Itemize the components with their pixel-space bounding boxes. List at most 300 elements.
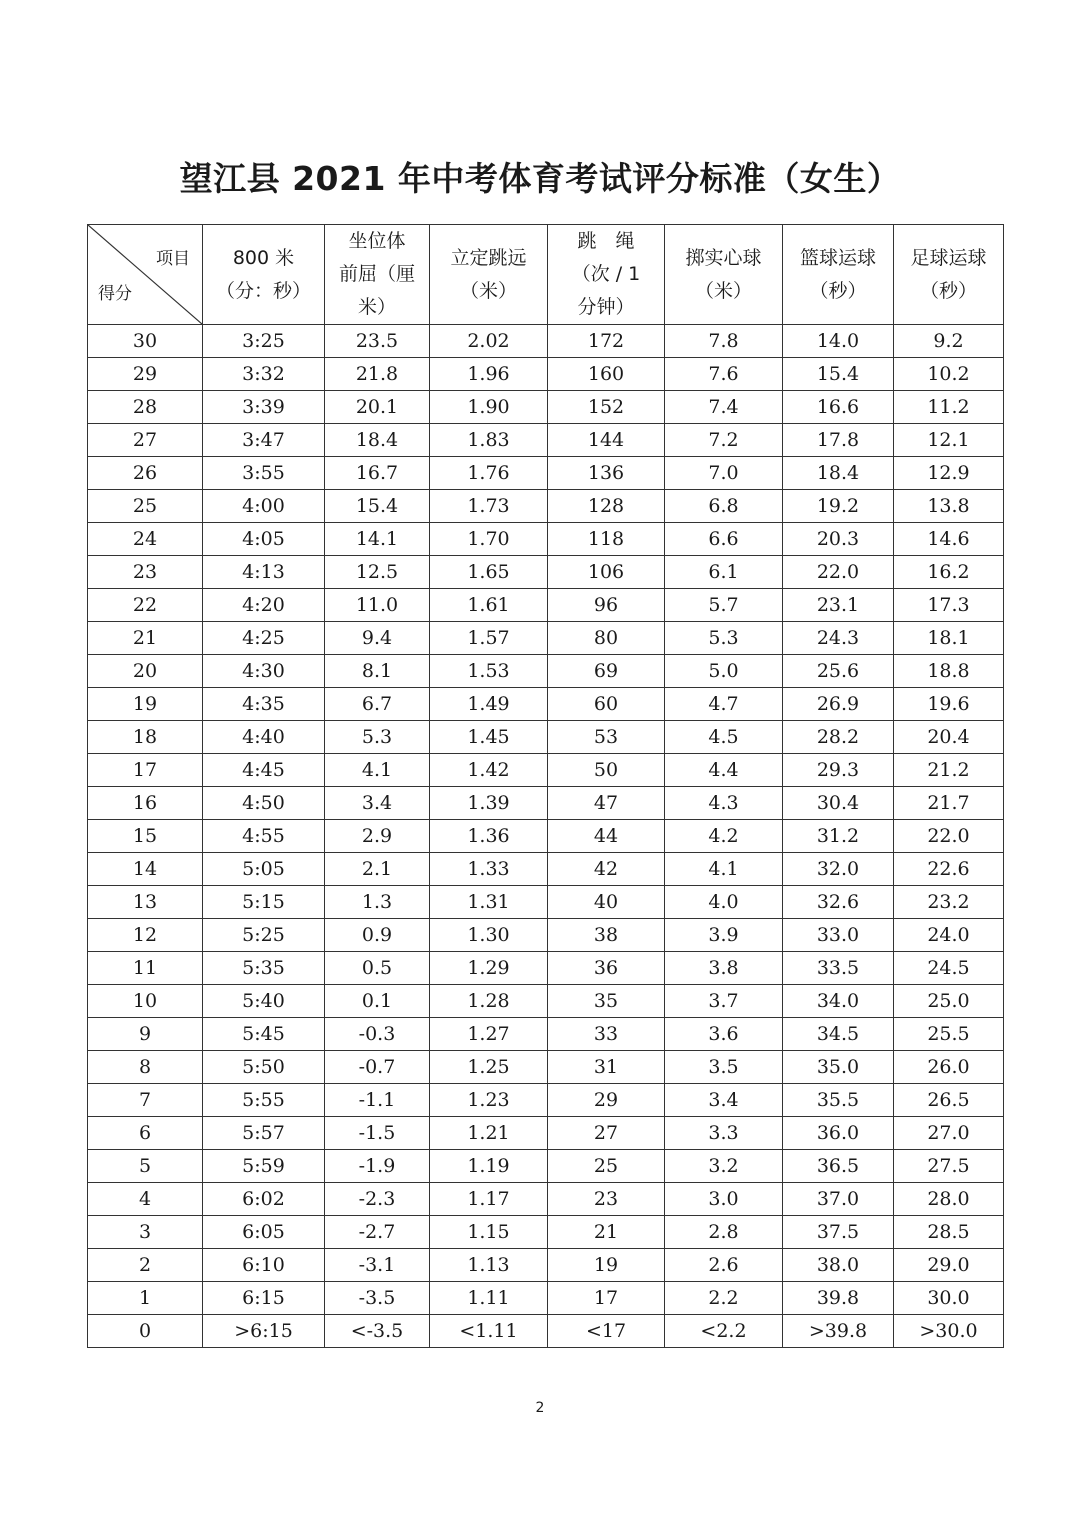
cell-basketball: 29.3 <box>783 754 894 787</box>
cell-football: 12.9 <box>894 457 1004 490</box>
cell-long-jump: 1.11 <box>430 1282 548 1315</box>
cell-sit-and-reach: 2.9 <box>325 820 430 853</box>
cell-long-jump: 1.23 <box>430 1084 548 1117</box>
cell-long-jump: 1.96 <box>430 358 548 391</box>
cell-medicine-ball: 6.6 <box>665 523 783 556</box>
scoring-table <box>87 224 1004 1348</box>
cell-sit-and-reach: -3.5 <box>325 1282 430 1315</box>
cell-sit-and-reach: 16.7 <box>325 457 430 490</box>
cell-sit-and-reach: 2.1 <box>325 853 430 886</box>
cell-rope-skipping: 44 <box>548 820 665 853</box>
cell-sit-and-reach: 1.3 <box>325 886 430 919</box>
cell-800m: 5:40 <box>203 985 325 1018</box>
cell-football: 19.6 <box>894 688 1004 721</box>
header-line: （次 / 1 <box>571 263 641 285</box>
header-line: （米） <box>459 279 517 302</box>
cell-sit-and-reach: <-3.5 <box>325 1315 430 1348</box>
cell-long-jump: 1.39 <box>430 787 548 820</box>
cell-score: 8 <box>88 1051 203 1084</box>
cell-rope-skipping: 96 <box>548 589 665 622</box>
cell-long-jump: 1.31 <box>430 886 548 919</box>
table-row <box>88 1315 1004 1348</box>
cell-basketball: 34.0 <box>783 985 894 1018</box>
cell-football: 17.3 <box>894 589 1004 622</box>
cell-score: 26 <box>88 457 203 490</box>
cell-score: 4 <box>88 1183 203 1216</box>
table-row <box>88 1150 1004 1183</box>
cell-800m: 5:57 <box>203 1117 325 1150</box>
cell-medicine-ball: 4.2 <box>665 820 783 853</box>
cell-800m: 4:13 <box>203 556 325 589</box>
cell-sit-and-reach: -1.1 <box>325 1084 430 1117</box>
cell-sit-and-reach: -0.3 <box>325 1018 430 1051</box>
header-line: 米） <box>357 296 396 318</box>
cell-800m: 6:15 <box>203 1282 325 1315</box>
cell-score: 28 <box>88 391 203 424</box>
cell-medicine-ball: 7.0 <box>665 457 783 490</box>
cell-football: >30.0 <box>894 1315 1004 1348</box>
cell-medicine-ball: 2.6 <box>665 1249 783 1282</box>
cell-800m: 3:25 <box>203 325 325 358</box>
cell-sit-and-reach: 4.1 <box>325 754 430 787</box>
cell-800m: 5:05 <box>203 853 325 886</box>
cell-football: 30.0 <box>894 1282 1004 1315</box>
table-row <box>88 622 1004 655</box>
cell-medicine-ball: <2.2 <box>665 1315 783 1348</box>
cell-basketball: 18.4 <box>783 457 894 490</box>
header-line: 分钟） <box>577 296 635 318</box>
cell-800m: 6:02 <box>203 1183 325 1216</box>
cell-long-jump: <1.11 <box>430 1315 548 1348</box>
cell-800m: 4:40 <box>203 721 325 754</box>
header-football-dribble <box>894 225 1004 325</box>
cell-basketball: 32.0 <box>783 853 894 886</box>
cell-sit-and-reach: -1.5 <box>325 1117 430 1150</box>
header-sit-and-reach <box>325 225 430 325</box>
cell-football: 29.0 <box>894 1249 1004 1282</box>
cell-score: 16 <box>88 787 203 820</box>
table-row <box>88 688 1004 721</box>
table-row <box>88 853 1004 886</box>
cell-basketball: 31.2 <box>783 820 894 853</box>
cell-medicine-ball: 3.9 <box>665 919 783 952</box>
cell-800m: 4:35 <box>203 688 325 721</box>
cell-medicine-ball: 2.8 <box>665 1216 783 1249</box>
cell-long-jump: 1.15 <box>430 1216 548 1249</box>
cell-medicine-ball: 7.2 <box>665 424 783 457</box>
cell-basketball: 23.1 <box>783 589 894 622</box>
table-row <box>88 391 1004 424</box>
cell-rope-skipping: 47 <box>548 787 665 820</box>
cell-rope-skipping: 25 <box>548 1150 665 1183</box>
cell-800m: 5:25 <box>203 919 325 952</box>
cell-basketball: 28.2 <box>783 721 894 754</box>
cell-rope-skipping: 40 <box>548 886 665 919</box>
cell-sit-and-reach: 5.3 <box>325 721 430 754</box>
cell-long-jump: 1.28 <box>430 985 548 1018</box>
cell-long-jump: 1.57 <box>430 622 548 655</box>
cell-rope-skipping: 19 <box>548 1249 665 1282</box>
cell-medicine-ball: 7.6 <box>665 358 783 391</box>
table-header-row <box>88 225 1004 325</box>
cell-basketball: 35.0 <box>783 1051 894 1084</box>
cell-rope-skipping: 21 <box>548 1216 665 1249</box>
cell-football: 9.2 <box>894 325 1004 358</box>
cell-football: 10.2 <box>894 358 1004 391</box>
cell-score: 29 <box>88 358 203 391</box>
cell-800m: 5:55 <box>203 1084 325 1117</box>
cell-score: 6 <box>88 1117 203 1150</box>
cell-score: 13 <box>88 886 203 919</box>
cell-rope-skipping: 27 <box>548 1117 665 1150</box>
table-row <box>88 1183 1004 1216</box>
table-row <box>88 424 1004 457</box>
cell-football: 21.7 <box>894 787 1004 820</box>
header-basketball-dribble <box>783 225 894 325</box>
cell-score: 10 <box>88 985 203 1018</box>
cell-rope-skipping: 23 <box>548 1183 665 1216</box>
cell-football: 24.0 <box>894 919 1004 952</box>
header-standing-long-jump <box>430 225 548 325</box>
cell-rope-skipping: 118 <box>548 523 665 556</box>
cell-800m: 4:45 <box>203 754 325 787</box>
cell-medicine-ball: 7.8 <box>665 325 783 358</box>
cell-800m: 4:50 <box>203 787 325 820</box>
cell-football: 27.0 <box>894 1117 1004 1150</box>
cell-long-jump: 1.70 <box>430 523 548 556</box>
cell-sit-and-reach: -2.7 <box>325 1216 430 1249</box>
table-row <box>88 1117 1004 1150</box>
cell-rope-skipping: 38 <box>548 919 665 952</box>
cell-long-jump: 1.27 <box>430 1018 548 1051</box>
table-row <box>88 919 1004 952</box>
cell-score: 11 <box>88 952 203 985</box>
cell-football: 25.0 <box>894 985 1004 1018</box>
cell-basketball: 22.0 <box>783 556 894 589</box>
cell-basketball: 16.6 <box>783 391 894 424</box>
cell-football: 24.5 <box>894 952 1004 985</box>
cell-rope-skipping: <17 <box>548 1315 665 1348</box>
cell-medicine-ball: 3.3 <box>665 1117 783 1150</box>
cell-rope-skipping: 80 <box>548 622 665 655</box>
cell-long-jump: 1.76 <box>430 457 548 490</box>
cell-medicine-ball: 4.3 <box>665 787 783 820</box>
header-line: 掷实心球 <box>685 246 762 269</box>
cell-long-jump: 1.21 <box>430 1117 548 1150</box>
table-row <box>88 1216 1004 1249</box>
cell-medicine-ball: 5.3 <box>665 622 783 655</box>
cell-long-jump: 1.19 <box>430 1150 548 1183</box>
cell-800m: 6:05 <box>203 1216 325 1249</box>
cell-800m: 3:47 <box>203 424 325 457</box>
cell-basketball: 19.2 <box>783 490 894 523</box>
table-row <box>88 325 1004 358</box>
cell-rope-skipping: 53 <box>548 721 665 754</box>
cell-medicine-ball: 2.2 <box>665 1282 783 1315</box>
cell-sit-and-reach: -2.3 <box>325 1183 430 1216</box>
cell-score: 18 <box>88 721 203 754</box>
cell-800m: 4:30 <box>203 655 325 688</box>
table-row <box>88 1249 1004 1282</box>
cell-basketball: 33.0 <box>783 919 894 952</box>
cell-rope-skipping: 31 <box>548 1051 665 1084</box>
cell-medicine-ball: 3.5 <box>665 1051 783 1084</box>
cell-medicine-ball: 3.2 <box>665 1150 783 1183</box>
cell-sit-and-reach: 12.5 <box>325 556 430 589</box>
cell-football: 13.8 <box>894 490 1004 523</box>
cell-long-jump: 1.49 <box>430 688 548 721</box>
cell-medicine-ball: 4.5 <box>665 721 783 754</box>
cell-800m: 3:39 <box>203 391 325 424</box>
header-line: （秒） <box>809 279 867 302</box>
cell-football: 12.1 <box>894 424 1004 457</box>
cell-score: 0 <box>88 1315 203 1348</box>
header-line: 跳 绳 <box>577 230 635 252</box>
table-row <box>88 358 1004 391</box>
cell-basketball: 36.5 <box>783 1150 894 1183</box>
header-800m <box>203 225 325 325</box>
cell-rope-skipping: 136 <box>548 457 665 490</box>
cell-800m: 4:20 <box>203 589 325 622</box>
cell-basketball: >39.8 <box>783 1315 894 1348</box>
cell-sit-and-reach: 0.9 <box>325 919 430 952</box>
cell-rope-skipping: 50 <box>548 754 665 787</box>
cell-long-jump: 1.83 <box>430 424 548 457</box>
cell-score: 5 <box>88 1150 203 1183</box>
cell-rope-skipping: 36 <box>548 952 665 985</box>
cell-medicine-ball: 4.1 <box>665 853 783 886</box>
cell-score: 14 <box>88 853 203 886</box>
cell-long-jump: 1.13 <box>430 1249 548 1282</box>
cell-basketball: 17.8 <box>783 424 894 457</box>
cell-800m: 3:32 <box>203 358 325 391</box>
cell-rope-skipping: 33 <box>548 1018 665 1051</box>
cell-sit-and-reach: -1.9 <box>325 1150 430 1183</box>
cell-football: 26.0 <box>894 1051 1004 1084</box>
cell-sit-and-reach: 8.1 <box>325 655 430 688</box>
header-line: （秒） <box>919 279 977 302</box>
cell-score: 20 <box>88 655 203 688</box>
page-number: 2 <box>535 1400 545 1416</box>
cell-medicine-ball: 5.7 <box>665 589 783 622</box>
cell-800m: >6:15 <box>203 1315 325 1348</box>
table-row <box>88 985 1004 1018</box>
table-row <box>88 754 1004 787</box>
table-row <box>88 1282 1004 1315</box>
cell-football: 27.5 <box>894 1150 1004 1183</box>
table-row <box>88 523 1004 556</box>
cell-rope-skipping: 144 <box>548 424 665 457</box>
cell-sit-and-reach: -0.7 <box>325 1051 430 1084</box>
cell-basketball: 30.4 <box>783 787 894 820</box>
page-title: 望江县 2021 年中考体育考试评分标准（女生） <box>179 159 901 198</box>
header-line: （分：秒） <box>215 279 311 302</box>
cell-score: 2 <box>88 1249 203 1282</box>
cell-football: 22.0 <box>894 820 1004 853</box>
cell-basketball: 38.0 <box>783 1249 894 1282</box>
cell-long-jump: 1.90 <box>430 391 548 424</box>
cell-football: 25.5 <box>894 1018 1004 1051</box>
cell-800m: 5:15 <box>203 886 325 919</box>
table-row <box>88 1051 1004 1084</box>
table-body <box>88 325 1004 1348</box>
cell-football: 28.5 <box>894 1216 1004 1249</box>
table-row <box>88 721 1004 754</box>
header-line: 800 米 <box>232 246 295 269</box>
header-medicine-ball <box>665 225 783 325</box>
cell-long-jump: 1.65 <box>430 556 548 589</box>
cell-sit-and-reach: 20.1 <box>325 391 430 424</box>
cell-score: 17 <box>88 754 203 787</box>
cell-long-jump: 1.73 <box>430 490 548 523</box>
cell-score: 9 <box>88 1018 203 1051</box>
cell-800m: 4:55 <box>203 820 325 853</box>
table-row <box>88 589 1004 622</box>
cell-long-jump: 1.25 <box>430 1051 548 1084</box>
cell-medicine-ball: 3.6 <box>665 1018 783 1051</box>
cell-basketball: 36.0 <box>783 1117 894 1150</box>
cell-medicine-ball: 5.0 <box>665 655 783 688</box>
table-row <box>88 820 1004 853</box>
cell-basketball: 14.0 <box>783 325 894 358</box>
cell-basketball: 34.5 <box>783 1018 894 1051</box>
cell-sit-and-reach: -3.1 <box>325 1249 430 1282</box>
cell-score: 19 <box>88 688 203 721</box>
cell-800m: 4:25 <box>203 622 325 655</box>
cell-long-jump: 1.42 <box>430 754 548 787</box>
cell-sit-and-reach: 11.0 <box>325 589 430 622</box>
cell-basketball: 35.5 <box>783 1084 894 1117</box>
cell-football: 22.6 <box>894 853 1004 886</box>
table-row <box>88 952 1004 985</box>
header-line: 足球运球 <box>910 246 987 269</box>
cell-sit-and-reach: 15.4 <box>325 490 430 523</box>
cell-basketball: 20.3 <box>783 523 894 556</box>
cell-sit-and-reach: 18.4 <box>325 424 430 457</box>
corner-header-cell <box>88 225 203 325</box>
cell-medicine-ball: 3.4 <box>665 1084 783 1117</box>
cell-rope-skipping: 60 <box>548 688 665 721</box>
table-row <box>88 655 1004 688</box>
cell-football: 28.0 <box>894 1183 1004 1216</box>
cell-score: 21 <box>88 622 203 655</box>
cell-800m: 5:35 <box>203 952 325 985</box>
table-row <box>88 556 1004 589</box>
cell-football: 18.8 <box>894 655 1004 688</box>
cell-sit-and-reach: 3.4 <box>325 787 430 820</box>
cell-football: 18.1 <box>894 622 1004 655</box>
cell-800m: 3:55 <box>203 457 325 490</box>
cell-rope-skipping: 42 <box>548 853 665 886</box>
cell-football: 26.5 <box>894 1084 1004 1117</box>
cell-long-jump: 1.29 <box>430 952 548 985</box>
cell-basketball: 37.5 <box>783 1216 894 1249</box>
cell-score: 7 <box>88 1084 203 1117</box>
cell-800m: 4:00 <box>203 490 325 523</box>
cell-basketball: 39.8 <box>783 1282 894 1315</box>
cell-rope-skipping: 128 <box>548 490 665 523</box>
table-row <box>88 490 1004 523</box>
cell-basketball: 37.0 <box>783 1183 894 1216</box>
table-row <box>88 457 1004 490</box>
cell-score: 1 <box>88 1282 203 1315</box>
cell-medicine-ball: 3.8 <box>665 952 783 985</box>
cell-800m: 5:50 <box>203 1051 325 1084</box>
cell-football: 21.2 <box>894 754 1004 787</box>
cell-medicine-ball: 6.8 <box>665 490 783 523</box>
cell-basketball: 33.5 <box>783 952 894 985</box>
cell-football: 23.2 <box>894 886 1004 919</box>
cell-score: 22 <box>88 589 203 622</box>
cell-medicine-ball: 6.1 <box>665 556 783 589</box>
cell-medicine-ball: 3.7 <box>665 985 783 1018</box>
cell-rope-skipping: 160 <box>548 358 665 391</box>
header-line: 坐位体 <box>348 230 406 252</box>
diagonal-divider <box>88 225 202 324</box>
cell-football: 14.6 <box>894 523 1004 556</box>
cell-sit-and-reach: 0.5 <box>325 952 430 985</box>
cell-score: 30 <box>88 325 203 358</box>
cell-sit-and-reach: 14.1 <box>325 523 430 556</box>
cell-long-jump: 1.33 <box>430 853 548 886</box>
cell-sit-and-reach: 6.7 <box>325 688 430 721</box>
cell-long-jump: 1.36 <box>430 820 548 853</box>
cell-basketball: 15.4 <box>783 358 894 391</box>
cell-medicine-ball: 3.0 <box>665 1183 783 1216</box>
cell-800m: 6:10 <box>203 1249 325 1282</box>
cell-sit-and-reach: 21.8 <box>325 358 430 391</box>
cell-score: 27 <box>88 424 203 457</box>
cell-sit-and-reach: 23.5 <box>325 325 430 358</box>
cell-score: 12 <box>88 919 203 952</box>
cell-rope-skipping: 152 <box>548 391 665 424</box>
cell-basketball: 25.6 <box>783 655 894 688</box>
cell-medicine-ball: 4.7 <box>665 688 783 721</box>
corner-label-item: 项目 <box>156 249 190 269</box>
cell-long-jump: 1.17 <box>430 1183 548 1216</box>
cell-score: 3 <box>88 1216 203 1249</box>
cell-sit-and-reach: 9.4 <box>325 622 430 655</box>
cell-long-jump: 2.02 <box>430 325 548 358</box>
table-row <box>88 886 1004 919</box>
header-line: 篮球运球 <box>799 246 876 269</box>
header-line: （米） <box>694 279 752 302</box>
cell-football: 16.2 <box>894 556 1004 589</box>
cell-basketball: 24.3 <box>783 622 894 655</box>
cell-football: 20.4 <box>894 721 1004 754</box>
cell-long-jump: 1.45 <box>430 721 548 754</box>
cell-800m: 4:05 <box>203 523 325 556</box>
cell-score: 15 <box>88 820 203 853</box>
cell-score: 25 <box>88 490 203 523</box>
cell-long-jump: 1.53 <box>430 655 548 688</box>
cell-score: 23 <box>88 556 203 589</box>
cell-football: 11.2 <box>894 391 1004 424</box>
cell-score: 24 <box>88 523 203 556</box>
header-line: 立定跳远 <box>450 246 527 269</box>
cell-rope-skipping: 29 <box>548 1084 665 1117</box>
cell-medicine-ball: 4.0 <box>665 886 783 919</box>
cell-rope-skipping: 172 <box>548 325 665 358</box>
cell-basketball: 32.6 <box>783 886 894 919</box>
cell-rope-skipping: 106 <box>548 556 665 589</box>
table-row <box>88 1018 1004 1051</box>
table-row <box>88 1084 1004 1117</box>
cell-medicine-ball: 4.4 <box>665 754 783 787</box>
cell-medicine-ball: 7.4 <box>665 391 783 424</box>
header-rope-skipping <box>548 225 665 325</box>
cell-800m: 5:59 <box>203 1150 325 1183</box>
